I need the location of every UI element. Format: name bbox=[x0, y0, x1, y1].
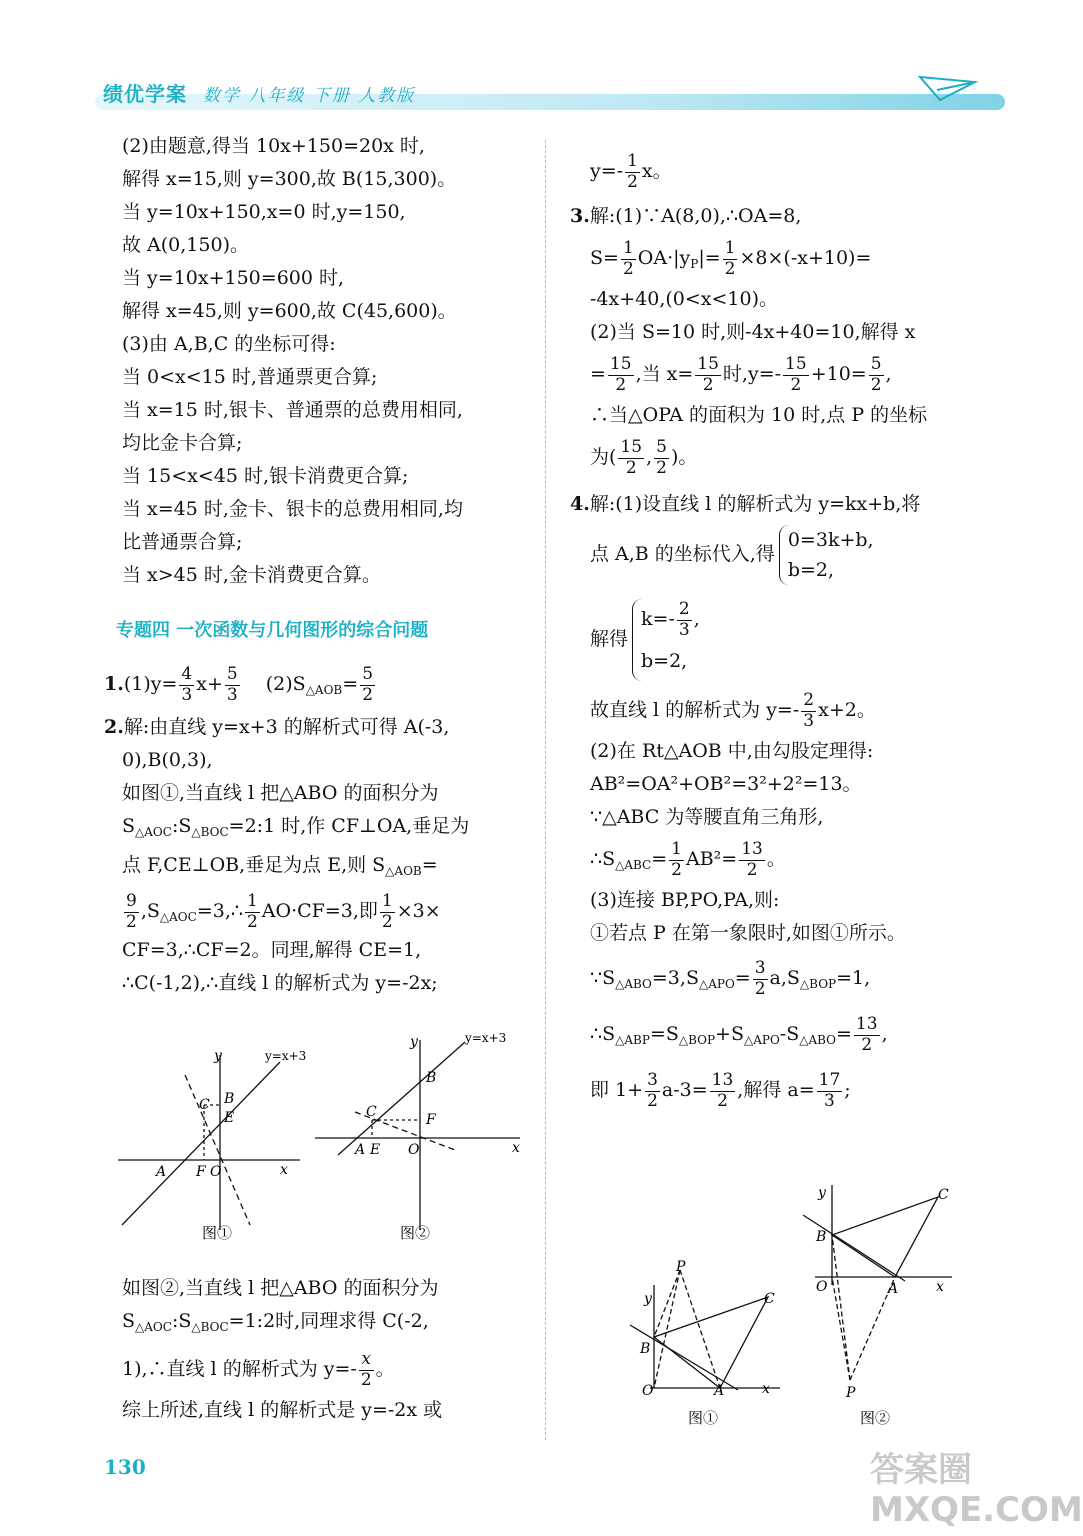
math-text: a,S bbox=[769, 967, 800, 989]
text-line: 当 15<x<45 时,银卡消费更合算; bbox=[122, 465, 409, 487]
numerator: 15 bbox=[609, 353, 632, 374]
fraction bbox=[359, 1350, 374, 1390]
math-text: 解得 bbox=[590, 628, 629, 650]
line-ab bbox=[630, 1325, 738, 1390]
text-line: (3)由 A,B,C 的坐标可得: bbox=[122, 333, 336, 355]
left-column-bottom bbox=[104, 1272, 534, 1427]
numerator: 2 bbox=[803, 689, 815, 710]
math-text: (1)y= bbox=[123, 673, 178, 695]
r-line-1 bbox=[570, 148, 1010, 194]
denominator: 2 bbox=[615, 374, 627, 395]
numerator: 1 bbox=[671, 838, 682, 859]
q2-line-10 bbox=[104, 1305, 534, 1344]
label-y: y bbox=[214, 1048, 222, 1064]
numerator: 13 bbox=[711, 1069, 734, 1090]
fraction bbox=[677, 600, 692, 640]
math-text: , bbox=[881, 1023, 888, 1045]
numerator: 1 bbox=[381, 890, 393, 911]
label-O: O bbox=[816, 1279, 828, 1295]
numerator: 5 bbox=[226, 663, 238, 684]
math-text: 时,y=- bbox=[722, 363, 782, 385]
numerator: 1 bbox=[627, 150, 638, 171]
subscript: △ABO bbox=[799, 1033, 836, 1047]
label-A: A bbox=[888, 1281, 899, 1297]
denominator: 2 bbox=[627, 171, 638, 192]
text-line: ∴当△OPA 的面积为 10 时,点 P 的坐标 bbox=[590, 404, 928, 426]
denominator: 3 bbox=[678, 619, 690, 640]
subscript: △APO bbox=[698, 977, 735, 991]
text-line: 均比金卡合算; bbox=[122, 432, 243, 454]
denominator: 2 bbox=[870, 374, 882, 395]
subscript: △ABC bbox=[615, 858, 652, 872]
math-text: 解:(1)设直线 l 的解析式为 y=kx+b,将 bbox=[589, 493, 921, 515]
fraction bbox=[179, 665, 194, 705]
text-line: AB²=OA²+OB²=3²+2²=13。 bbox=[590, 773, 862, 795]
text-line: 解得 x=15,则 y=300,故 B(15,300)。 bbox=[122, 168, 457, 190]
math-text: ,当 x= bbox=[635, 363, 694, 385]
numerator: x bbox=[359, 1350, 374, 1371]
left-figures bbox=[110, 1030, 530, 1250]
denominator: 2 bbox=[861, 1034, 873, 1055]
denominator: 2 bbox=[126, 911, 137, 932]
text-line: 综上所述,直线 l 的解析式是 y=-2x 或 bbox=[122, 1399, 443, 1421]
equation: b=2, bbox=[641, 649, 688, 672]
text-line: (3)连接 BP,PO,PA,则: bbox=[590, 889, 780, 911]
label-B: B bbox=[640, 1341, 651, 1357]
numerator: 9 bbox=[126, 890, 137, 911]
math-text: 故直线 l 的解析式为 y=- bbox=[590, 699, 800, 721]
q4-line-11 bbox=[570, 950, 1010, 1006]
subscript: △APO bbox=[743, 1033, 780, 1047]
text-line: 故 A(0,150)。 bbox=[122, 234, 249, 256]
label-y: y bbox=[410, 1034, 418, 1050]
line-ab bbox=[803, 1215, 905, 1281]
q3-line-2 bbox=[570, 233, 1010, 283]
math-text: x+ bbox=[196, 673, 223, 695]
figure-1 bbox=[118, 1055, 300, 1230]
q2-line-6 bbox=[104, 888, 534, 934]
text-line: 当 0<x<15 时,普通票更合算; bbox=[122, 366, 378, 388]
text-line: 如图②,当直线 l 把△ABO 的面积分为 bbox=[122, 1277, 439, 1299]
numerator: 2 bbox=[678, 599, 690, 620]
q4-line-4 bbox=[570, 685, 1010, 735]
fraction bbox=[645, 1071, 660, 1111]
math-text: AB²= bbox=[685, 848, 738, 870]
q4-line-13 bbox=[570, 1062, 1010, 1118]
figure-caption: 图① bbox=[202, 1224, 233, 1242]
numerator: 3 bbox=[754, 957, 766, 978]
subscript: △ABO bbox=[615, 977, 652, 991]
text-line: 比普通票合算; bbox=[122, 531, 243, 553]
fraction bbox=[753, 959, 768, 999]
numerator: 3 bbox=[647, 1069, 658, 1090]
math-text: :S bbox=[171, 815, 192, 837]
fraction bbox=[621, 239, 636, 279]
numerator: 13 bbox=[741, 838, 763, 859]
label-x: x bbox=[762, 1381, 770, 1397]
math-text: :S bbox=[171, 1310, 192, 1332]
fraction bbox=[723, 239, 738, 279]
column-divider bbox=[545, 140, 546, 1440]
label-line: y=x+3 bbox=[265, 1049, 307, 1063]
text-line: 当 x=45 时,金卡、银卡的总费用相同,均 bbox=[122, 498, 463, 520]
label-O: O bbox=[408, 1142, 420, 1158]
question-number: 3. bbox=[570, 205, 590, 227]
segment-pa bbox=[680, 1270, 720, 1388]
label-y: y bbox=[644, 1291, 652, 1307]
equation: 0=3k+b, bbox=[787, 529, 874, 551]
math-text: = bbox=[590, 363, 606, 385]
label-B: B bbox=[224, 1091, 235, 1107]
q3-line-5 bbox=[570, 349, 1010, 399]
math-text: OA·|y bbox=[637, 247, 691, 269]
math-text: 解:由直线 y=x+3 的解析式可得 A(-3, bbox=[123, 716, 450, 738]
denominator: 2 bbox=[656, 457, 667, 478]
fraction bbox=[854, 1015, 880, 1055]
math-text: =3,∴ bbox=[196, 900, 243, 922]
numerator: 4 bbox=[181, 663, 193, 684]
math-text: 为( bbox=[590, 446, 617, 468]
left-column bbox=[104, 130, 534, 1000]
text-line: -4x+40,(0<x<10)。 bbox=[590, 288, 779, 310]
denominator: 2 bbox=[790, 374, 802, 395]
fraction bbox=[225, 665, 240, 705]
watermark: 答案圈 MXQE.COM bbox=[870, 1450, 1083, 1530]
math-text: y=- bbox=[590, 160, 624, 182]
subscript: △BOP bbox=[678, 1033, 716, 1047]
q4-line-8 bbox=[570, 834, 1010, 884]
label-x: x bbox=[512, 1140, 520, 1156]
label-x: x bbox=[280, 1162, 288, 1178]
fraction bbox=[710, 1071, 736, 1111]
math-text: ×3× bbox=[396, 900, 441, 922]
q4-line-12 bbox=[570, 1006, 1010, 1062]
math-text: ; bbox=[844, 1079, 851, 1101]
math-text: 。 bbox=[375, 1358, 395, 1380]
q1-line bbox=[104, 661, 534, 707]
label-C: C bbox=[764, 1291, 775, 1307]
denominator: 3 bbox=[181, 684, 193, 705]
denominator: 3 bbox=[803, 710, 815, 731]
brand-logo: 绩优学案 bbox=[103, 82, 187, 106]
math-text: = bbox=[421, 854, 438, 876]
math-text: 。 bbox=[766, 848, 786, 870]
math-text: AO·CF=3,即 bbox=[261, 900, 378, 922]
section-title: 专题四 一次函数与几何图形的综合问题 bbox=[116, 620, 429, 641]
fraction bbox=[817, 1071, 843, 1111]
label-E: E bbox=[224, 1110, 235, 1126]
math-text: x。 bbox=[641, 160, 672, 182]
text-line: (2)由题意,得当 10x+150=20x 时, bbox=[122, 135, 425, 157]
math-text: 即 1+ bbox=[590, 1079, 644, 1101]
denominator: 2 bbox=[671, 859, 682, 880]
fraction bbox=[739, 840, 765, 880]
math-text: -S bbox=[779, 1023, 800, 1045]
q2-line-11 bbox=[104, 1344, 534, 1394]
math-text: =3,S bbox=[651, 967, 699, 989]
subscript: △AOC bbox=[135, 825, 172, 839]
label-P: P bbox=[676, 1259, 686, 1275]
q2-line bbox=[104, 711, 534, 744]
numerator: 17 bbox=[818, 1069, 841, 1090]
subscript: △BOC bbox=[191, 825, 229, 839]
equation-system bbox=[779, 525, 874, 585]
math-text: S bbox=[122, 815, 136, 837]
text-line: 当 y=10x+150,x=0 时,y=150, bbox=[122, 201, 406, 223]
label-B: B bbox=[426, 1070, 437, 1086]
label-C: C bbox=[938, 1187, 949, 1203]
segment-po bbox=[832, 1277, 850, 1380]
question-number: 2. bbox=[104, 716, 124, 738]
math-text: = bbox=[836, 1023, 852, 1045]
math-text: (2)S bbox=[265, 673, 306, 695]
math-text: a-3= bbox=[661, 1079, 708, 1101]
math-text: , bbox=[885, 363, 892, 385]
q2-line-4 bbox=[104, 810, 534, 849]
figure-2 bbox=[315, 1040, 520, 1230]
subscript: △AOC bbox=[135, 1320, 172, 1334]
denominator: 2 bbox=[625, 457, 637, 478]
equation-row bbox=[641, 599, 700, 640]
question-number: 4. bbox=[570, 493, 590, 515]
math-text: )。 bbox=[670, 446, 698, 468]
denominator: 2 bbox=[362, 684, 374, 705]
triangle-abc bbox=[832, 1197, 938, 1277]
math-text: =2:1 时,作 CF⊥OA,垂足为 bbox=[228, 815, 470, 837]
text-line: CF=3,∴CF=2。同理,解得 CE=1, bbox=[122, 939, 422, 961]
text-line: 解得 x=45,则 y=600,故 C(45,600)。 bbox=[122, 300, 457, 322]
equation: b=2, bbox=[787, 559, 835, 581]
subscript: △BOC bbox=[191, 1320, 229, 1334]
text-line: ∵△ABC 为等腰直角三角形, bbox=[590, 806, 824, 828]
math-text: +S bbox=[715, 1023, 744, 1045]
paper-plane-icon bbox=[915, 72, 985, 102]
fraction bbox=[869, 355, 884, 395]
text-line: (2)当 S=10 时,则-4x+40=10,解得 x bbox=[590, 321, 916, 343]
subscript: △BOP bbox=[799, 977, 837, 991]
fraction bbox=[360, 665, 375, 705]
label-A: A bbox=[355, 1142, 366, 1158]
text-line: 当 x=15 时,银卡、普通票的总费用相同, bbox=[122, 399, 463, 421]
denominator: 2 bbox=[724, 258, 736, 279]
book-subtitle: 数学 八年级 下册 人教版 bbox=[203, 86, 416, 106]
fraction bbox=[608, 355, 634, 395]
math-text: , bbox=[646, 446, 653, 468]
fraction bbox=[695, 355, 721, 395]
label-O: O bbox=[210, 1164, 222, 1180]
label-A: A bbox=[714, 1383, 725, 1399]
fraction bbox=[618, 438, 644, 478]
page-number: 130 bbox=[104, 1455, 146, 1479]
math-text: ∴S bbox=[590, 1023, 616, 1045]
q4-line-1 bbox=[570, 488, 1010, 521]
denominator: 3 bbox=[226, 684, 238, 705]
numerator: 13 bbox=[855, 1013, 878, 1034]
math-text: = bbox=[734, 967, 751, 989]
math-text: S bbox=[122, 1310, 136, 1332]
q2-line-5 bbox=[104, 849, 534, 888]
label-P: P bbox=[846, 1385, 856, 1401]
math-text: =1:2时,同理求得 C(-2, bbox=[228, 1310, 429, 1332]
q4-line-2 bbox=[570, 521, 1010, 587]
math-text: x+2。 bbox=[818, 699, 876, 721]
subscript: △AOB bbox=[305, 683, 343, 697]
text-line: 当 y=10x+150=600 时, bbox=[122, 267, 345, 289]
subscript: P bbox=[690, 257, 699, 271]
numerator: 5 bbox=[870, 353, 882, 374]
q3-line-1 bbox=[570, 200, 1010, 233]
math-text: 1),∴直线 l 的解析式为 y=- bbox=[122, 1358, 357, 1380]
math-text: = bbox=[342, 673, 359, 695]
text-line: 如图①,当直线 l 把△ABO 的面积分为 bbox=[122, 782, 439, 804]
question-number: 1. bbox=[104, 673, 124, 695]
numerator: 15 bbox=[785, 353, 807, 374]
page-header bbox=[95, 72, 1025, 112]
subscript: △AOB bbox=[385, 864, 422, 878]
label-E: E bbox=[370, 1142, 381, 1158]
denominator: 2 bbox=[717, 1090, 728, 1111]
segment-pb bbox=[832, 1235, 850, 1380]
numerator: 5 bbox=[656, 436, 667, 457]
fraction bbox=[380, 892, 395, 932]
math-text: ,S bbox=[140, 900, 160, 922]
figure-3 bbox=[630, 1270, 780, 1390]
text-line: ①若点 P 在第一象限时,如图①所示。 bbox=[590, 922, 906, 944]
math-text: ∵S bbox=[590, 967, 616, 989]
right-column bbox=[570, 148, 1010, 1118]
text-line: (2)在 Rt△AOB 中,由勾股定理得: bbox=[590, 740, 874, 762]
denominator: 2 bbox=[746, 859, 758, 880]
math-text: |= bbox=[698, 247, 721, 269]
label-F: F bbox=[426, 1112, 436, 1128]
right-figures bbox=[620, 1175, 980, 1435]
denominator: 2 bbox=[647, 1090, 658, 1111]
fraction bbox=[124, 892, 139, 932]
label-A: A bbox=[156, 1164, 167, 1180]
fraction bbox=[669, 840, 684, 880]
denominator: 2 bbox=[622, 258, 634, 279]
label-F: F bbox=[196, 1164, 206, 1180]
equation-system bbox=[632, 599, 700, 680]
figure-caption: 图① bbox=[688, 1409, 719, 1427]
denominator: 2 bbox=[246, 911, 258, 932]
label-y: y bbox=[818, 1185, 826, 1201]
math-text: k=- bbox=[641, 608, 675, 631]
math-text: S= bbox=[590, 247, 619, 269]
fraction bbox=[625, 152, 640, 192]
fraction bbox=[654, 438, 669, 478]
line-y-x-plus-3 bbox=[122, 1062, 280, 1225]
denominator: 2 bbox=[360, 1369, 372, 1390]
label-C: C bbox=[199, 1097, 210, 1113]
denominator: 2 bbox=[702, 374, 714, 395]
label-line: y=x+3 bbox=[465, 1031, 507, 1045]
math-text: , bbox=[693, 608, 700, 631]
figure-caption: 图② bbox=[400, 1224, 431, 1242]
numerator: 15 bbox=[697, 353, 719, 374]
fraction bbox=[245, 892, 260, 932]
label-O: O bbox=[642, 1383, 654, 1399]
subscript: △ABP bbox=[615, 1033, 650, 1047]
text-line: ∴C(-1,2),∴直线 l 的解析式为 y=-2x; bbox=[122, 972, 438, 994]
math-text: ∴S bbox=[590, 848, 616, 870]
label-x: x bbox=[936, 1279, 944, 1295]
figure-caption: 图② bbox=[860, 1409, 891, 1427]
math-text: =S bbox=[649, 1023, 679, 1045]
denominator: 2 bbox=[381, 911, 393, 932]
q4-line-3 bbox=[570, 593, 1010, 685]
numerator: 1 bbox=[246, 890, 258, 911]
label-C: C bbox=[366, 1104, 377, 1120]
numerator: 15 bbox=[620, 436, 643, 457]
denominator: 2 bbox=[754, 978, 766, 999]
math-text: ×8×(-x+10)= bbox=[739, 247, 872, 269]
subscript: △AOC bbox=[159, 910, 197, 924]
numerator: 1 bbox=[622, 237, 634, 258]
fraction bbox=[801, 691, 816, 731]
math-text: = bbox=[651, 848, 668, 870]
numerator: 5 bbox=[362, 663, 374, 684]
label-B: B bbox=[816, 1229, 827, 1245]
math-text: ,解得 a= bbox=[737, 1079, 815, 1101]
numerator: 1 bbox=[724, 237, 736, 258]
math-text: 解:(1)∵A(8,0),∴OA=8, bbox=[589, 205, 802, 227]
text-line: 0),B(0,3), bbox=[122, 749, 213, 771]
math-text: 点 A,B 的坐标代入,得 bbox=[590, 543, 775, 565]
math-text: =1, bbox=[836, 967, 871, 989]
denominator: 3 bbox=[824, 1090, 835, 1111]
math-text: +10= bbox=[810, 363, 867, 385]
q3-line-7 bbox=[570, 432, 1010, 482]
fraction bbox=[783, 355, 809, 395]
text-line: 当 x>45 时,金卡消费更合算。 bbox=[122, 564, 381, 586]
math-text: 点 F,CE⊥OB,垂足为点 E,则 S bbox=[122, 854, 386, 876]
